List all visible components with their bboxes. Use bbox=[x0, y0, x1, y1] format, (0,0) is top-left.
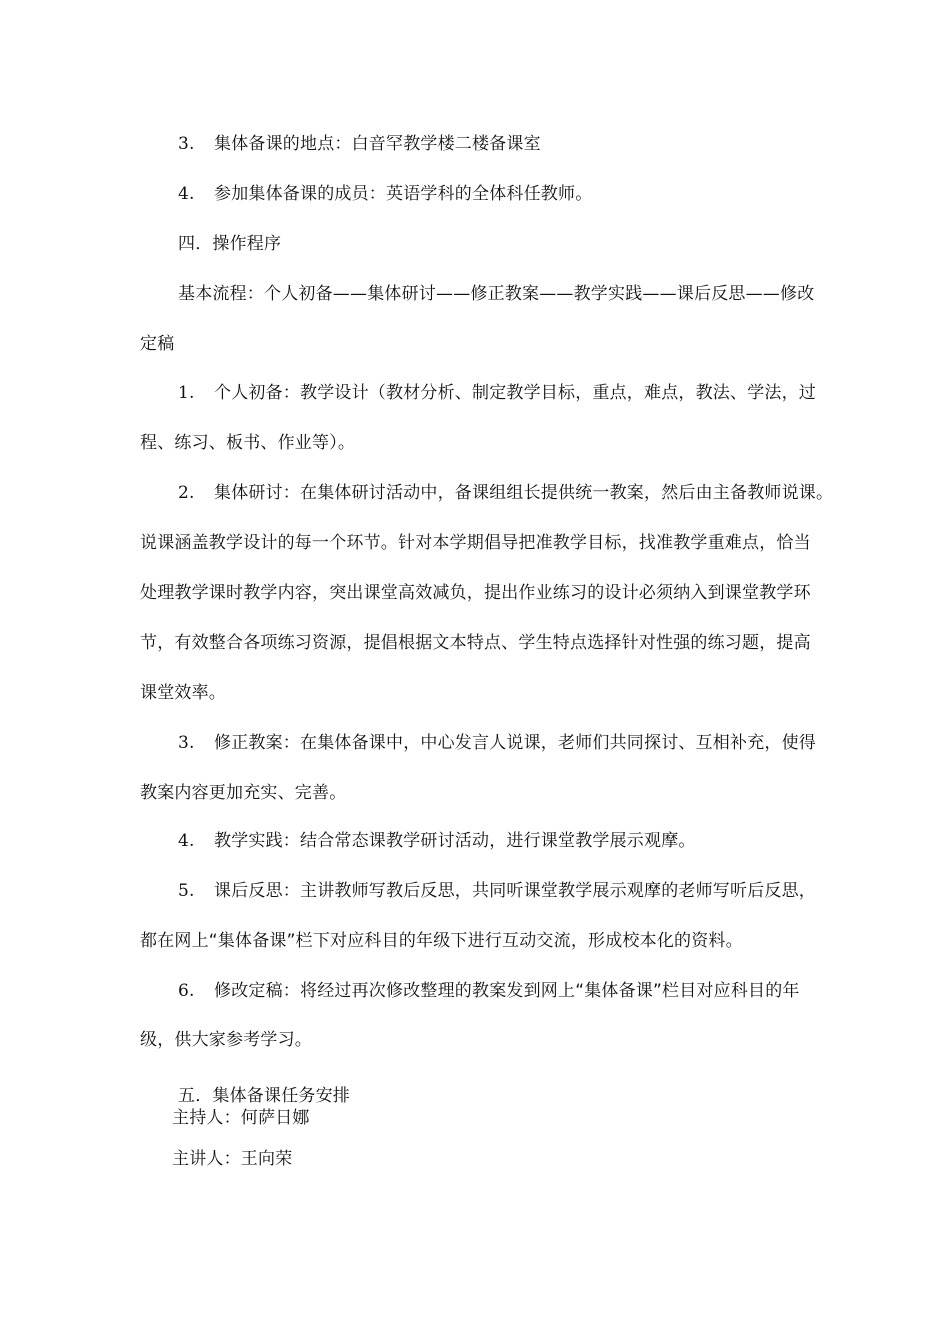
section-5-heading: 五．集体备课任务安排 bbox=[178, 1086, 350, 1106]
step-3-line-1: 3. 修正教案：在集体备课中，中心发言人说课，老师们共同探讨、互相补充，使得 bbox=[178, 733, 816, 753]
step-4-line-1: 4. 教学实践：结合常态课教学研讨活动，进行课堂教学展示观摩。 bbox=[178, 831, 696, 851]
step-2-line-3: 处理教学课时教学内容，突出课堂高效减负，提出作业练习的设计必须纳入到课堂教学环 bbox=[140, 583, 811, 603]
step-6-line-2: 级，供大家参考学习。 bbox=[140, 1030, 312, 1050]
step-2-line-4: 节，有效整合各项练习资源，提倡根据文本特点、学生特点选择针对性强的练习题，提高 bbox=[140, 633, 811, 653]
step-3-line-2: 教案内容更加充实、完善。 bbox=[140, 783, 347, 803]
speaker-line: 主讲人：王向荣 bbox=[172, 1149, 293, 1169]
section-4-heading: 四．操作程序 bbox=[178, 234, 282, 254]
host-line: 主持人：何萨日娜 bbox=[172, 1108, 310, 1128]
step-5-line-1: 5. 课后反思：主讲教师写教后反思，共同听课堂教学展示观摩的老师写听后反思， bbox=[178, 881, 816, 901]
step-1-line-1: 1. 个人初备：教学设计（教材分析、制定教学目标，重点，难点，教法、学法，过 bbox=[178, 383, 816, 403]
step-2-line-5: 课堂效率。 bbox=[140, 683, 226, 703]
step-5-line-2: 都在网上“集体备课”栏下对应科目的年级下进行互动交流，形成校本化的资料。 bbox=[140, 931, 743, 951]
item-4-members: 4. 参加集体备课的成员：英语学科的全体科任教师。 bbox=[178, 184, 593, 204]
step-2-line-1: 2. 集体研讨：在集体研讨活动中，备课组组长提供统一教案，然后由主备教师说课。 bbox=[178, 483, 834, 503]
flow-line-2: 定稿 bbox=[140, 334, 175, 354]
item-3-location: 3. 集体备课的地点：白音罕教学楼二楼备课室 bbox=[178, 134, 541, 154]
step-1-line-2: 程、练习、板书、作业等）。 bbox=[140, 433, 356, 453]
flow-line-1: 基本流程：个人初备——集体研讨——修正教案——教学实践——课后反思——修改 bbox=[178, 284, 815, 304]
step-2-line-2: 说课涵盖教学设计的每一个环节。针对本学期倡导把准教学目标，找准教学重难点，恰当 bbox=[140, 533, 811, 553]
step-6-line-1: 6. 修改定稿：将经过再次修改整理的教案发到网上“集体备课”栏目对应科目的年 bbox=[178, 981, 800, 1001]
